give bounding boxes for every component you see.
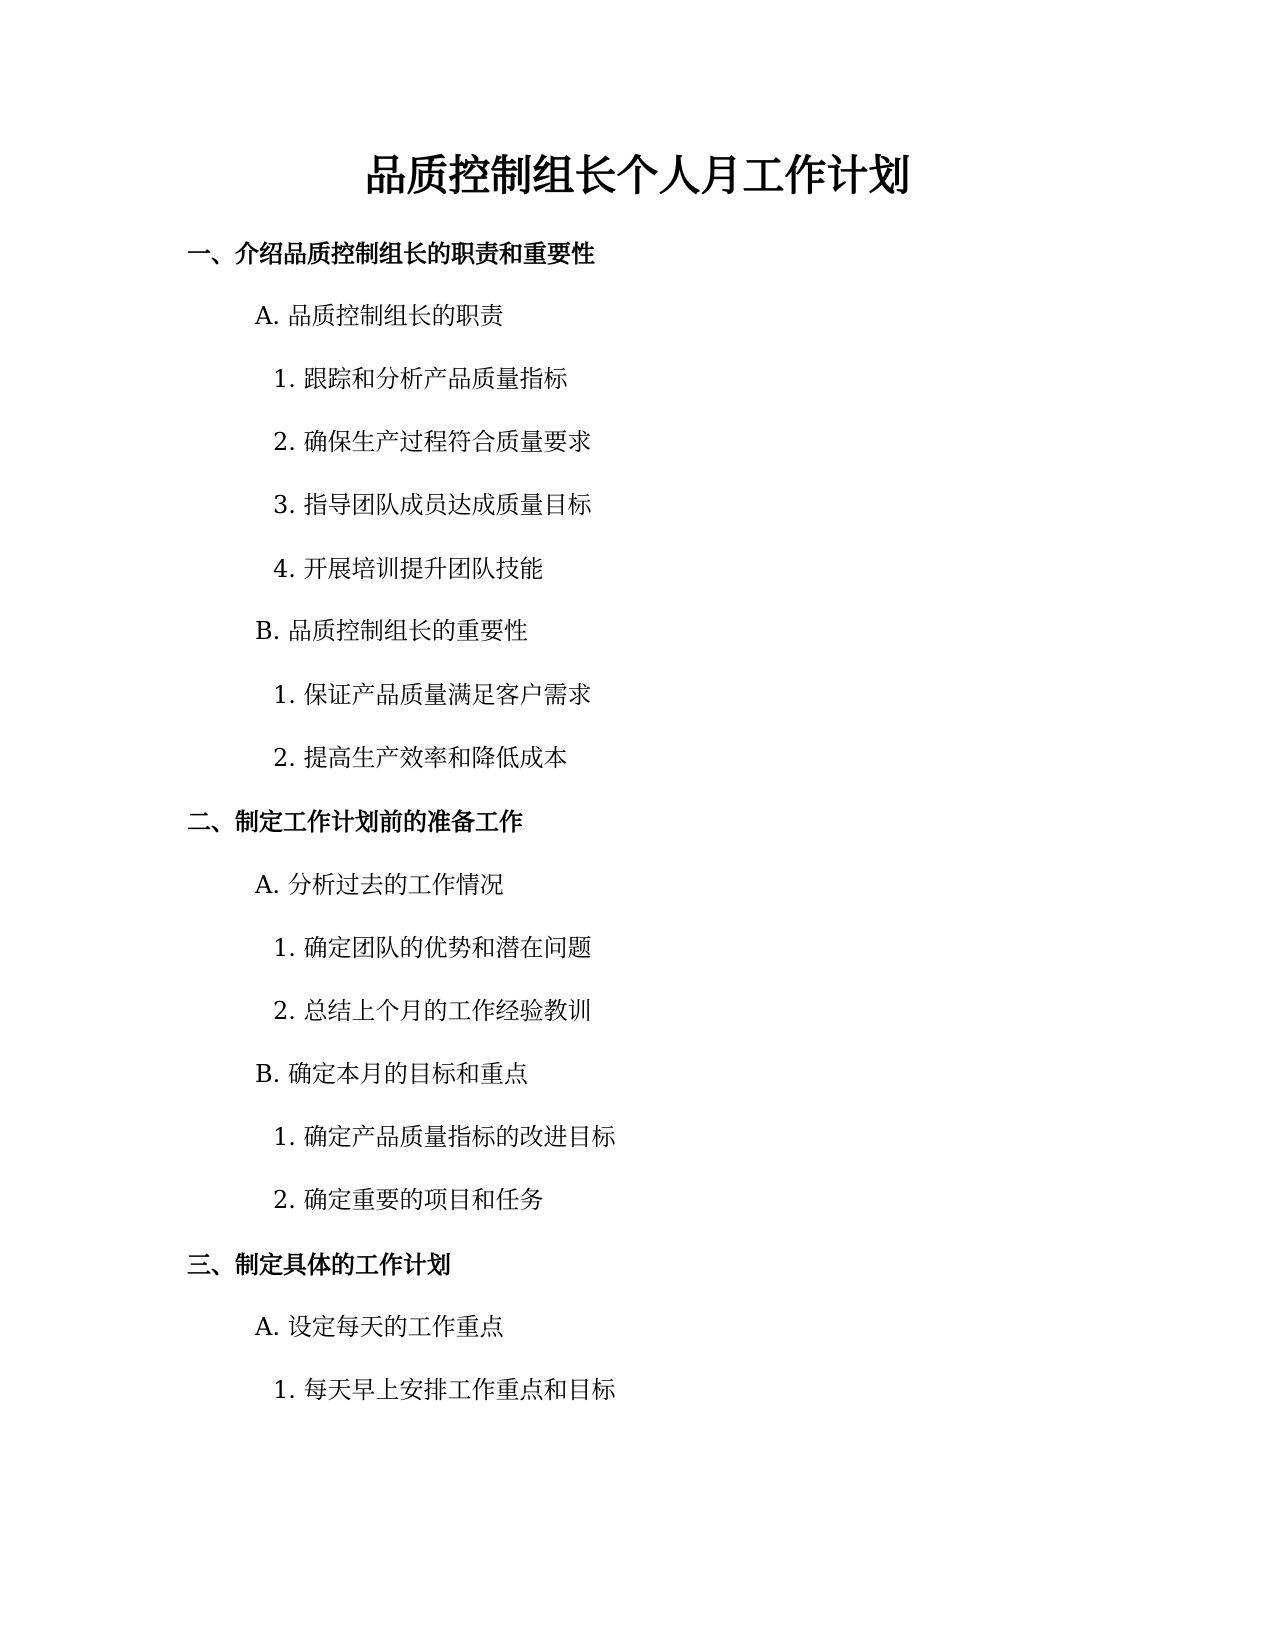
list-item: 2. 总结上个月的工作经验教训 (273, 997, 592, 1025)
list-item: 4. 开展培训提升团队技能 (273, 555, 544, 583)
subsection-heading: A. 设定每天的工作重点 (255, 1313, 504, 1341)
section-heading: 三、制定具体的工作计划 (187, 1251, 451, 1279)
list-item: 1. 确定产品质量指标的改进目标 (273, 1123, 616, 1151)
list-item: 1. 跟踪和分析产品质量指标 (273, 365, 568, 393)
subsection-heading: A. 分析过去的工作情况 (255, 871, 504, 899)
document-title: 品质控制组长个人月工作计划 (364, 151, 911, 200)
list-item: 3. 指导团队成员达成质量目标 (273, 491, 592, 519)
list-item: 2. 确定重要的项目和任务 (273, 1186, 544, 1214)
list-item: 1. 每天早上安排工作重点和目标 (273, 1376, 616, 1404)
list-item: 2. 确保生产过程符合质量要求 (273, 428, 592, 456)
subsection-heading: A. 品质控制组长的职责 (255, 302, 504, 330)
subsection-heading: B. 确定本月的目标和重点 (255, 1060, 528, 1088)
list-item: 1. 保证产品质量满足客户需求 (273, 681, 592, 709)
list-item: 1. 确定团队的优势和潜在问题 (273, 934, 592, 962)
list-item: 2. 提高生产效率和降低成本 (273, 744, 568, 772)
section-heading: 一、介绍品质控制组长的职责和重要性 (187, 240, 595, 268)
section-heading: 二、制定工作计划前的准备工作 (187, 808, 523, 836)
subsection-heading: B. 品质控制组长的重要性 (255, 617, 528, 645)
